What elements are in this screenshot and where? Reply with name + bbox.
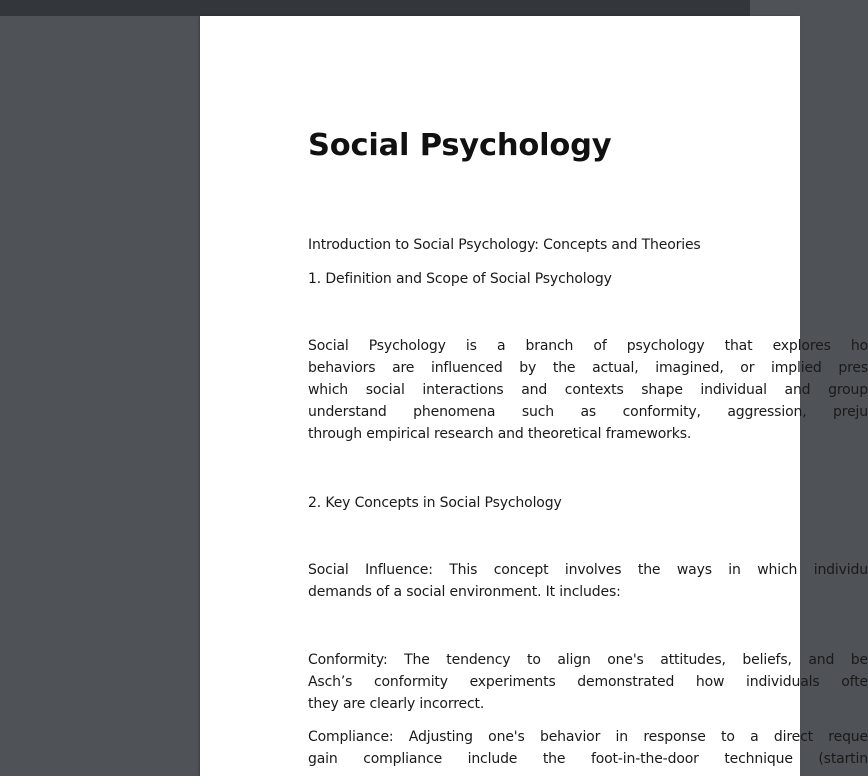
section-1-paragraph-line: which social interactions and contexts shape individual and group <box>308 382 868 398</box>
conformity-paragraph-line: Conformity: The tendency to align one's attitudes, beliefs, and be <box>308 652 868 668</box>
social-influence-paragraph-line: demands of a social environment. It includes: <box>308 584 621 600</box>
conformity-paragraph-line: they are clearly incorrect. <box>308 696 485 712</box>
section-1-heading: 1. Definition and Scope of Social Psychology <box>308 271 612 287</box>
section-1-paragraph-line: Social Psychology is a branch of psychology that explores ho <box>308 338 868 354</box>
conformity-paragraph-line: Asch’s conformity experiments demonstrated how individuals ofte <box>308 674 868 690</box>
section-1-paragraph-line: through empirical research and theoretical frameworks. <box>308 426 692 442</box>
section-1-paragraph-line: understand phenomena such as conformity, aggression, preju <box>308 404 868 420</box>
viewer-toolbar <box>0 0 750 16</box>
compliance-paragraph-line: gain compliance include the foot-in-the-door technique (startin <box>308 751 868 767</box>
document-page[interactable] <box>200 16 868 776</box>
compliance-paragraph-line: Compliance: Adjusting one's behavior in response to a direct reque <box>308 729 868 745</box>
section-2-heading: 2. Key Concepts in Social Psychology <box>308 495 562 511</box>
social-influence-paragraph-line: Social Influence: This concept involves the ways in which individu <box>308 562 868 578</box>
intro-heading: Introduction to Social Psychology: Concepts and Theories <box>308 237 701 253</box>
section-1-paragraph-line: behaviors are influenced by the actual, imagined, or implied pres <box>308 360 868 376</box>
document-title: Social Psychology <box>308 128 612 163</box>
